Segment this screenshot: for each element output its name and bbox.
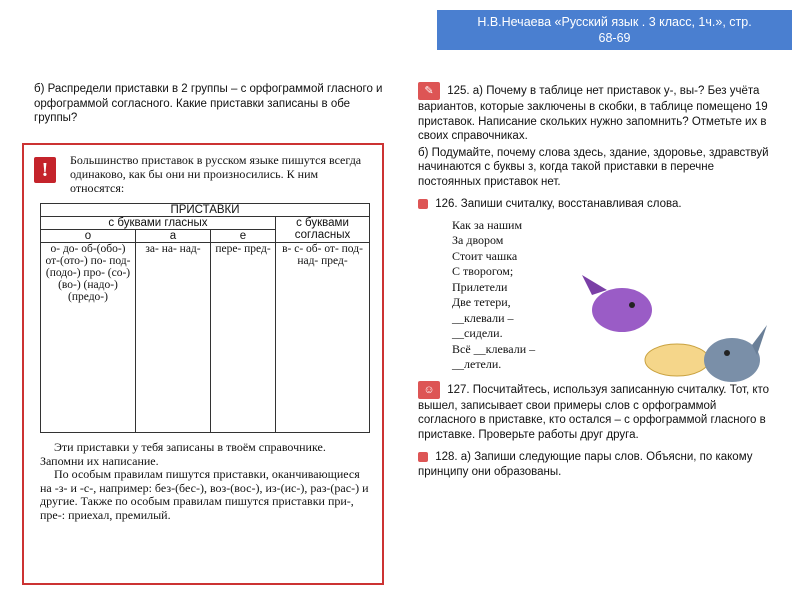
e-prefixes: пере- пред-	[211, 243, 276, 433]
o-prefixes: о- до- об-(обо-) от-(ото-) по- под-(подо-) про- (со-) (во-) (надо-) (предо-)	[41, 243, 136, 433]
exercise-128: 128. а) Запиши следующие пары слов. Объясни, по какому принципу они образованы.	[418, 451, 753, 478]
note-special: По особым правилам пишутся приставки, оканчивающиеся на -з- и -с-, например: без-(бес-), воз-(вос-), из-(ис-), раз-(рас-) и другие. Также по особым правилам пишутся приставки при-, пре-: приехал, премилый.	[40, 467, 369, 522]
vowels-header: с буквами гласных	[41, 217, 276, 230]
poem-line: __сидели.	[452, 326, 503, 340]
rule-notes	[40, 441, 372, 522]
rule-box	[22, 143, 384, 585]
poem-line: Стоит чашка	[452, 248, 518, 263]
people-icon: ☺	[418, 381, 440, 399]
gray-bird-icon	[704, 338, 760, 382]
red-square-icon	[418, 452, 428, 462]
poem-line: Две тетери,	[452, 295, 511, 309]
poem-line: Всё __клевали –	[452, 341, 536, 356]
birds-illustration	[582, 265, 772, 415]
poem-line: Как за нашим	[452, 217, 523, 232]
red-square-icon	[418, 199, 428, 209]
poem-line: С творогом;	[452, 264, 514, 278]
exercise-125a: ✎ 125. а) Почему в таблице нет приставок у-, вы-? Без учёта вариантов, которые заключены в скобки, в таблице помещено 19 приставок. Написание скольких нужно запомнить? Отметьте их в своих справочниках.	[418, 82, 774, 144]
poem-line: __летели.	[452, 357, 502, 371]
consonant-prefixes: в- с- об- от- под- над- пред-	[276, 243, 370, 433]
consonants-header: с буквами согласных	[276, 217, 370, 243]
source-header	[437, 10, 792, 50]
exercise-127: ☺ 127. Посчитайтесь, используя записанную считалку. Тот, кто вышел, записывает свои примеры слов с орфограммой согласного в приставке, кто остался – с орфограммой гласного в приставке. Проверьте работы друг друга.	[418, 381, 774, 443]
a-prefixes: за- на- над-	[136, 243, 211, 433]
col-o: о	[41, 230, 136, 243]
note-reference: Эти приставки у тебя записаны в твоём справочнике. Запомни их написание.	[40, 440, 326, 468]
exercise-125b: б) Подумайте, почему слова здесь, здание, здоровье, здравствуй начинаются с буквы з, когда такой приставки в перечне постоянных приставок нет.	[418, 146, 769, 188]
task-b-text: б) Распредели приставки в 2 группы – с орфограммой гласного и орфограммой согласного. Какие приставки записаны в обе группы?	[34, 83, 383, 124]
exercise-126: 126. Запиши считалку, восстанавливая слова.	[418, 197, 774, 212]
purple-bird-icon	[592, 288, 652, 332]
exclamation-icon: !	[34, 157, 56, 183]
table-title: ПРИСТАВКИ	[41, 204, 370, 217]
poem-line: За двором	[452, 233, 504, 247]
poem-line: __клевали –	[452, 310, 514, 325]
bowl-icon	[645, 344, 709, 376]
poem-line: Прилетели	[452, 279, 508, 294]
book-icon: ✎	[418, 82, 440, 100]
rule-intro: Большинство приставок в русском языке пишутся всегда одинаково, как бы они ни произносились. К ним относятся:	[70, 153, 362, 195]
source-pages: 68-69	[598, 31, 631, 45]
col-a: а	[136, 230, 211, 243]
col-e: е	[211, 230, 276, 243]
prefix-table	[40, 203, 370, 433]
source-title: Н.В.Нечаева «Русский язык . 3 класс, 1ч.», стр.	[477, 15, 752, 29]
left-page	[22, 82, 384, 132]
